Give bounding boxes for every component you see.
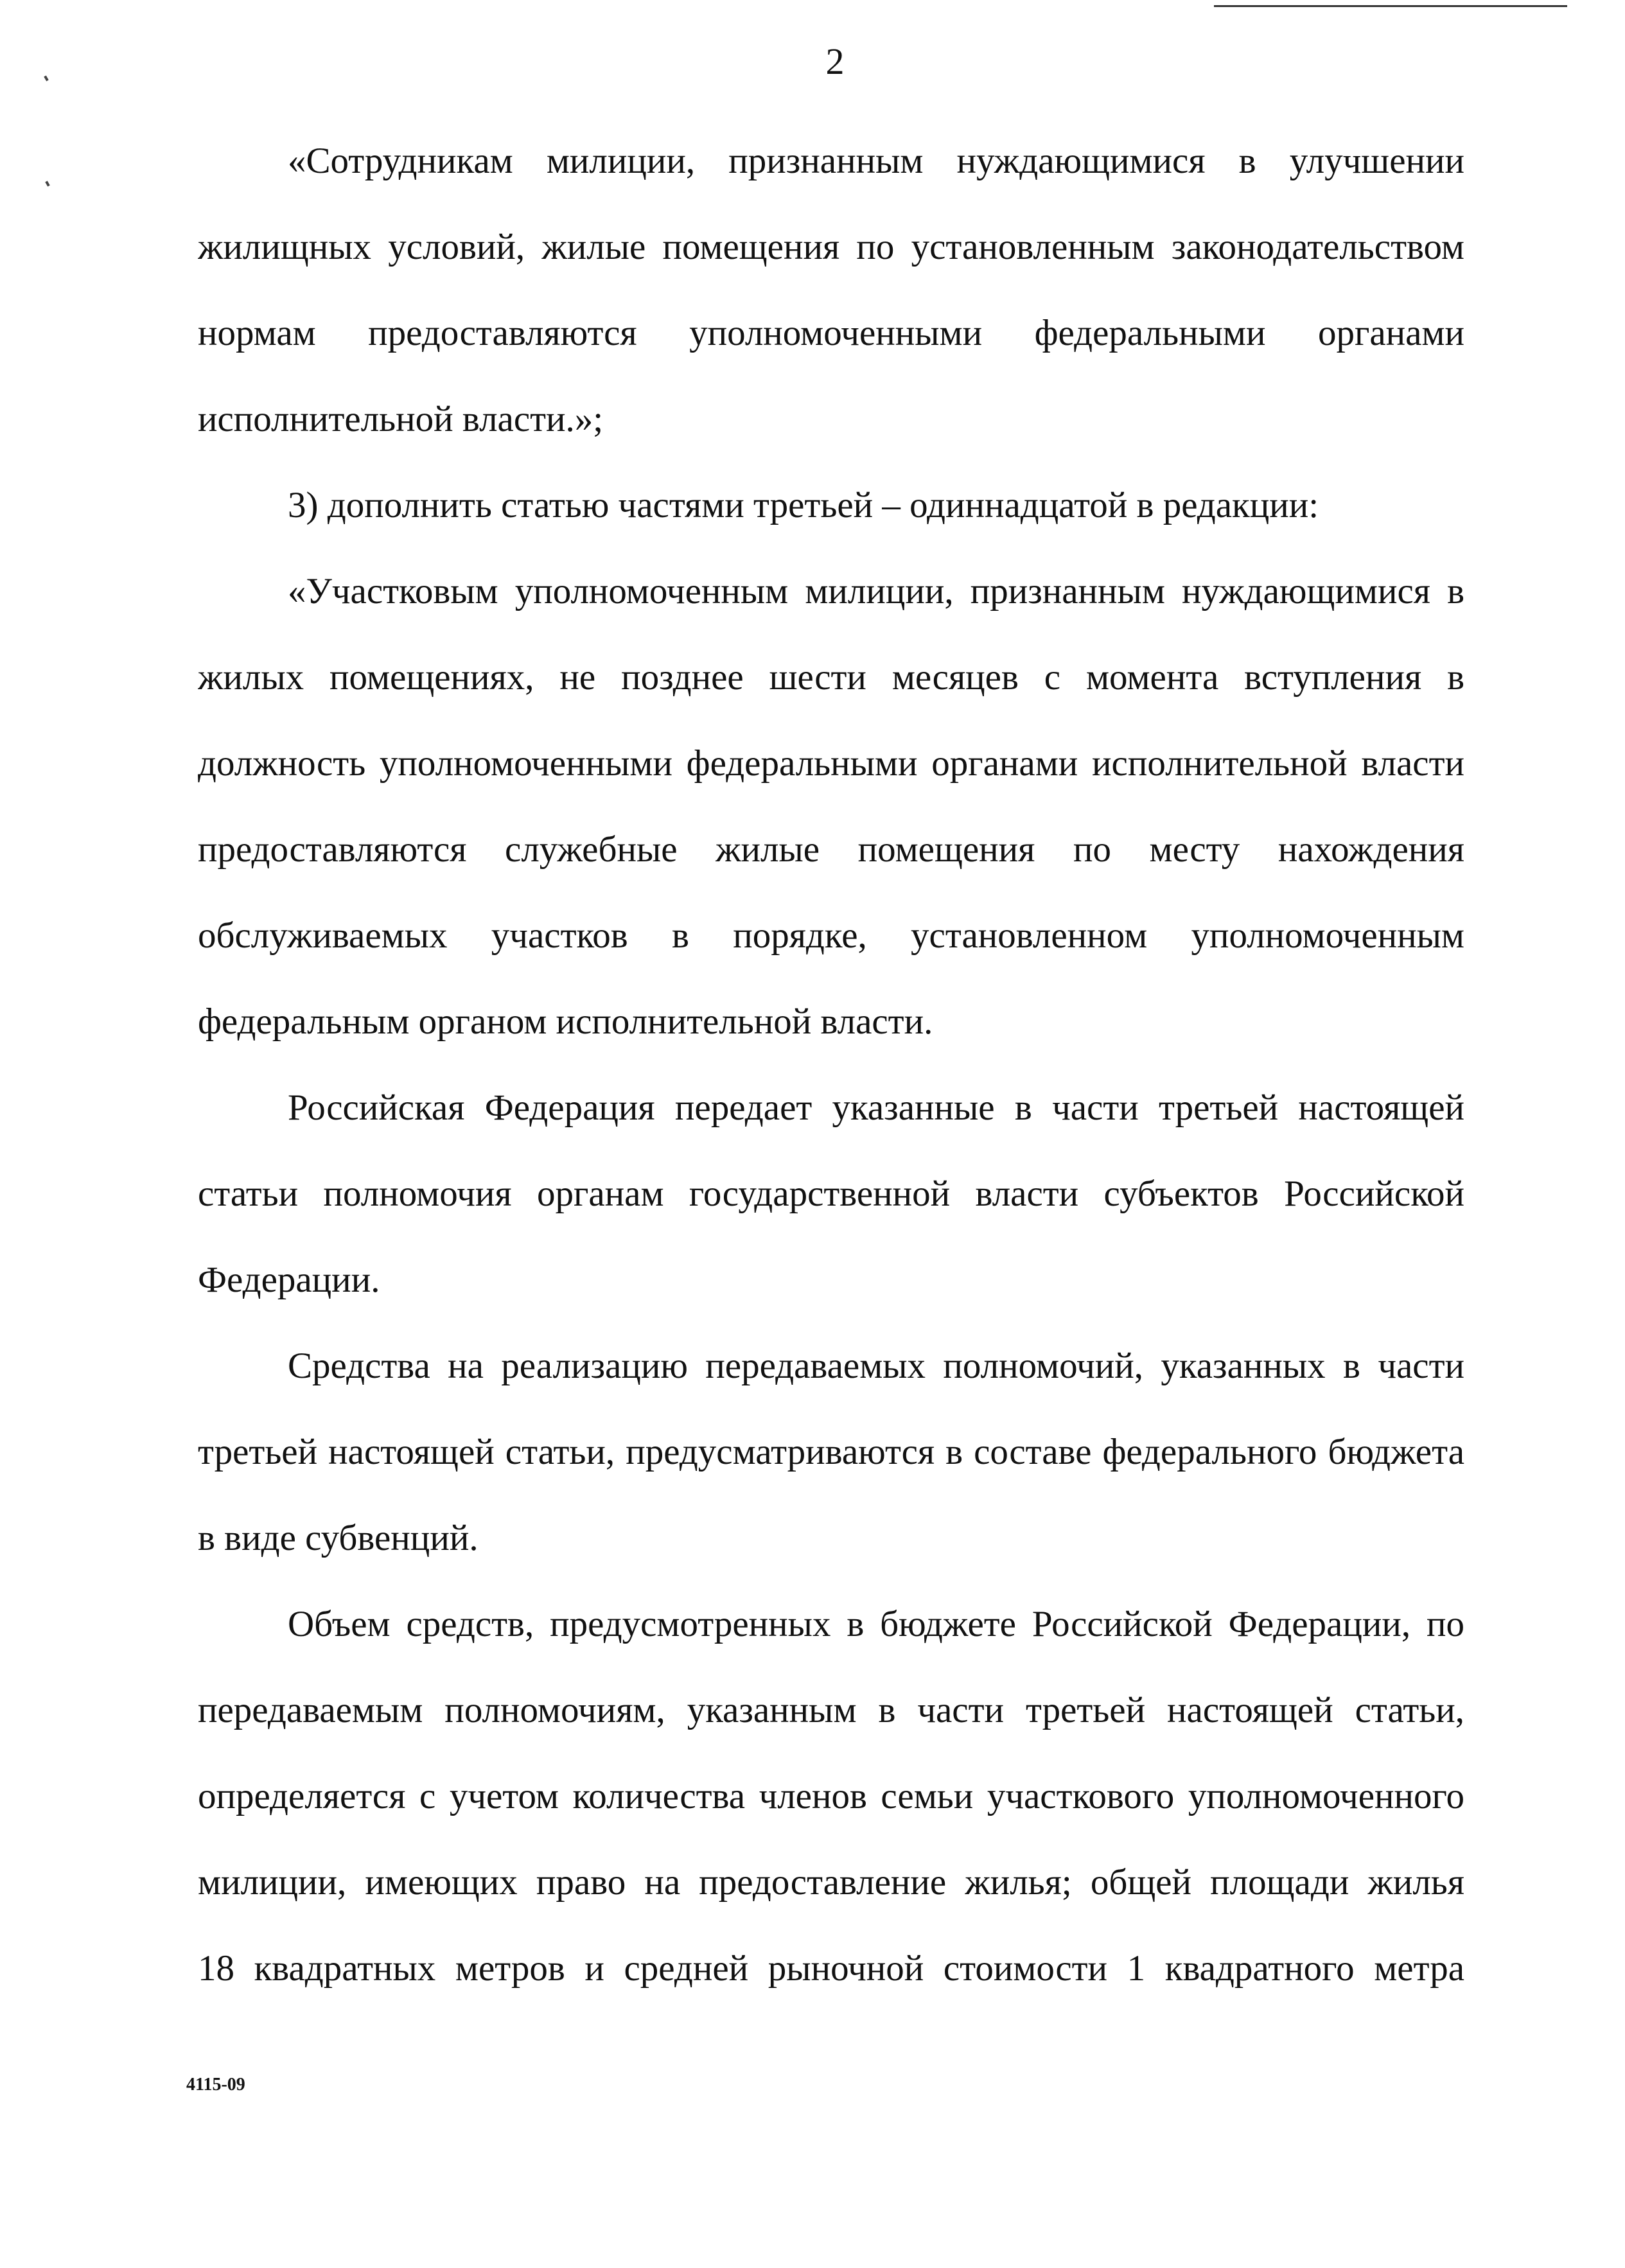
paragraph bbox=[198, 1065, 1464, 1323]
text-line: передаваемым полномочиям, указанным в части третьей настоящей статьи, bbox=[198, 1690, 1464, 1730]
paragraph bbox=[198, 1581, 1464, 2012]
scan-speck bbox=[45, 181, 49, 187]
text-line: Средства на реализацию передаваемых полномочий, указанных в части bbox=[288, 1346, 1464, 1386]
text-line: третьей настоящей статьи, предусматриваются в составе федерального бюджета bbox=[198, 1432, 1464, 1472]
text-line: предоставляются служебные жилые помещения по месту нахождения bbox=[198, 829, 1464, 870]
paragraph bbox=[198, 1323, 1464, 1581]
paragraph bbox=[198, 118, 1464, 462]
text-line: «Участковым уполномоченным милиции, признанным нуждающимися в bbox=[288, 571, 1464, 611]
paragraph bbox=[198, 462, 1464, 549]
text-line: Федерации. bbox=[198, 1260, 380, 1300]
document-code: 4115-09 bbox=[186, 2075, 245, 2095]
text-line: федеральным органом исполнительной власти. bbox=[198, 1001, 933, 1042]
text-line: Объем средств, предусмотренных в бюджете Российской Федерации, по bbox=[288, 1604, 1464, 1644]
text-line: Российская Федерация передает указанные в части третьей настоящей bbox=[288, 1087, 1464, 1128]
text-line: должность уполномоченными федеральными органами исполнительной власти bbox=[198, 743, 1464, 784]
text-line: 18 квадратных метров и средней рыночной стоимости 1 квадратного метра bbox=[198, 1948, 1464, 1989]
text-line: обслуживаемых участков в порядке, установленном уполномоченным bbox=[198, 915, 1464, 956]
page-number: 2 bbox=[825, 40, 845, 82]
text-line: жилищных условий, жилые помещения по установленным законодательством bbox=[198, 227, 1464, 267]
text-line: жилых помещениях, не позднее шести месяцев с момента вступления в bbox=[198, 657, 1464, 698]
text-line: в виде субвенций. bbox=[198, 1518, 479, 1558]
text-line: нормам предоставляются уполномоченными федеральными органами bbox=[198, 313, 1464, 353]
text-line: исполнительной власти.»; bbox=[198, 399, 604, 439]
top-rule bbox=[1214, 5, 1567, 7]
text-line: определяется с учетом количества членов семьи участкового уполномоченного bbox=[198, 1776, 1464, 1816]
document-body bbox=[198, 118, 1464, 2012]
text-line: милиции, имеющих право на предоставление жилья; общей площади жилья bbox=[198, 1862, 1464, 1903]
text-line: статьи полномочия органам государственной власти субъектов Российской bbox=[198, 1174, 1464, 1214]
paragraph bbox=[198, 549, 1464, 1065]
scan-speck bbox=[44, 76, 48, 82]
text-line: 3) дополнить статью частями третьей – одиннадцатой в редакции: bbox=[288, 485, 1319, 525]
text-line: «Сотрудникам милиции, признанным нуждающимися в улучшении bbox=[288, 141, 1464, 181]
